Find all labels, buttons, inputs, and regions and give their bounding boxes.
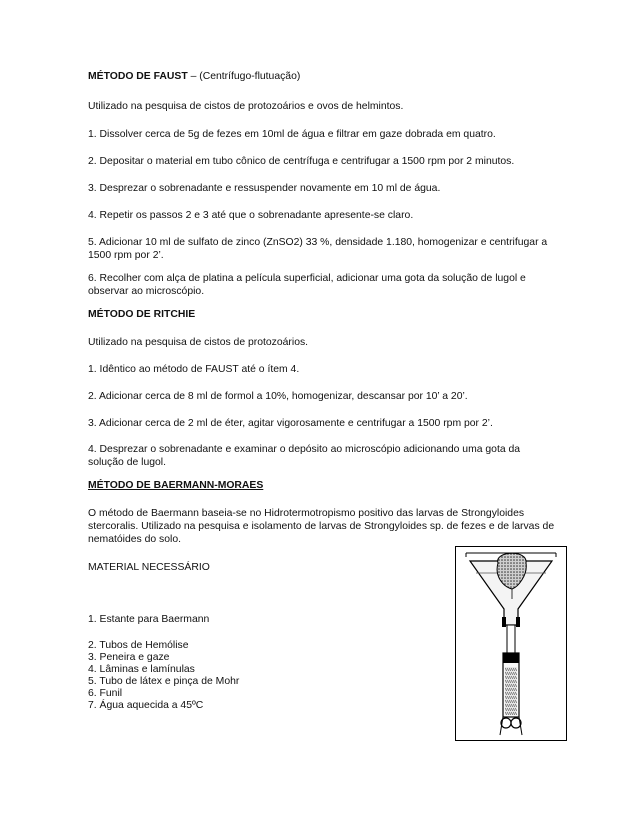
- faust-intro: Utilizado na pesquisa de cistos de protozoários e ovos de helmintos.: [88, 101, 404, 112]
- material-list: [88, 640, 448, 712]
- ritchie-intro: Utilizado na pesquisa de cistos de protozoários.: [88, 337, 309, 348]
- material-item-5: 5. Tubo de látex e pinça de Mohr: [88, 676, 240, 687]
- faust-step-4: 4. Repetir os passos 2 e 3 até que o sobrenadante apresente-se claro.: [88, 210, 414, 221]
- material-item-7: 7. Água aquecida a 45ºC: [88, 700, 204, 711]
- material-item-6: 6. Funil: [88, 688, 123, 699]
- faust-title-suffix: – (Centrífugo-flutuação): [187, 71, 301, 82]
- faust-title: MÉTODO DE FAUST: [88, 71, 188, 82]
- baermann-apparatus-illustration: [456, 547, 566, 740]
- faust-step-3: 3. Desprezar o sobrenadante e ressuspender novamente em 10 ml de água.: [88, 183, 441, 194]
- material-item-2: 2. Tubos de Hemólise: [88, 640, 189, 651]
- ritchie-step-2: 2. Adicionar cerca de 8 ml de formol a 10%, homogenizar, descansar por 10’ a 20’.: [88, 391, 468, 402]
- faust-step-1: 1. Dissolver cerca de 5g de fezes em 10ml de água e filtrar em gaze dobrada em quatro.: [88, 129, 496, 140]
- ritchie-title: MÉTODO DE RITCHIE: [88, 309, 196, 320]
- faust-step-2: 2. Depositar o material em tubo cônico de centrífuga e centrifugar a 1500 rpm por 2 minutos.: [88, 156, 515, 167]
- baermann-intro: O método de Baermann baseia-se no Hidrotermotropismo positivo das larvas de Strongyloides stercoralis. Utilizado na pesquisa e isolamento de larvas de Strongyloides sp. de fezes e de larvas de nematóides do solo.: [88, 508, 555, 545]
- faust-step-5: 5. Adicionar 10 ml de sulfato de zinco (ZnSO2) 33 %, densidade 1.180, homogenizar e centrifugar a 1500 rpm por 2’.: [88, 237, 548, 261]
- ritchie-step-4: 4. Desprezar o sobrenadante e examinar o depósito ao microscópio adicionando uma gota da solução de lugol.: [88, 444, 521, 468]
- baermann-apparatus-figure: [455, 546, 567, 741]
- faust-step-6: 6. Recolher com alça de platina a película superficial, adicionar uma gota da solução de lugol e observar ao microscópio.: [88, 273, 526, 297]
- material-item-1: 1. Estante para Baermann: [88, 614, 210, 625]
- ritchie-step-1: 1. Idêntico ao método de FAUST até o ítem 4.: [88, 364, 300, 375]
- material-item-4: 4. Lâminas e lamínulas: [88, 664, 195, 675]
- material-heading: MATERIAL NECESSÁRIO: [88, 562, 210, 573]
- faust-heading: [88, 70, 558, 83]
- material-item-3: 3. Peneira e gaze: [88, 652, 170, 663]
- baermann-title: MÉTODO DE BAERMANN-MORAES: [88, 480, 264, 491]
- ritchie-step-3: 3. Adicionar cerca de 2 ml de éter, agitar vigorosamente e centrifugar a 1500 rpm por 2’.: [88, 418, 493, 429]
